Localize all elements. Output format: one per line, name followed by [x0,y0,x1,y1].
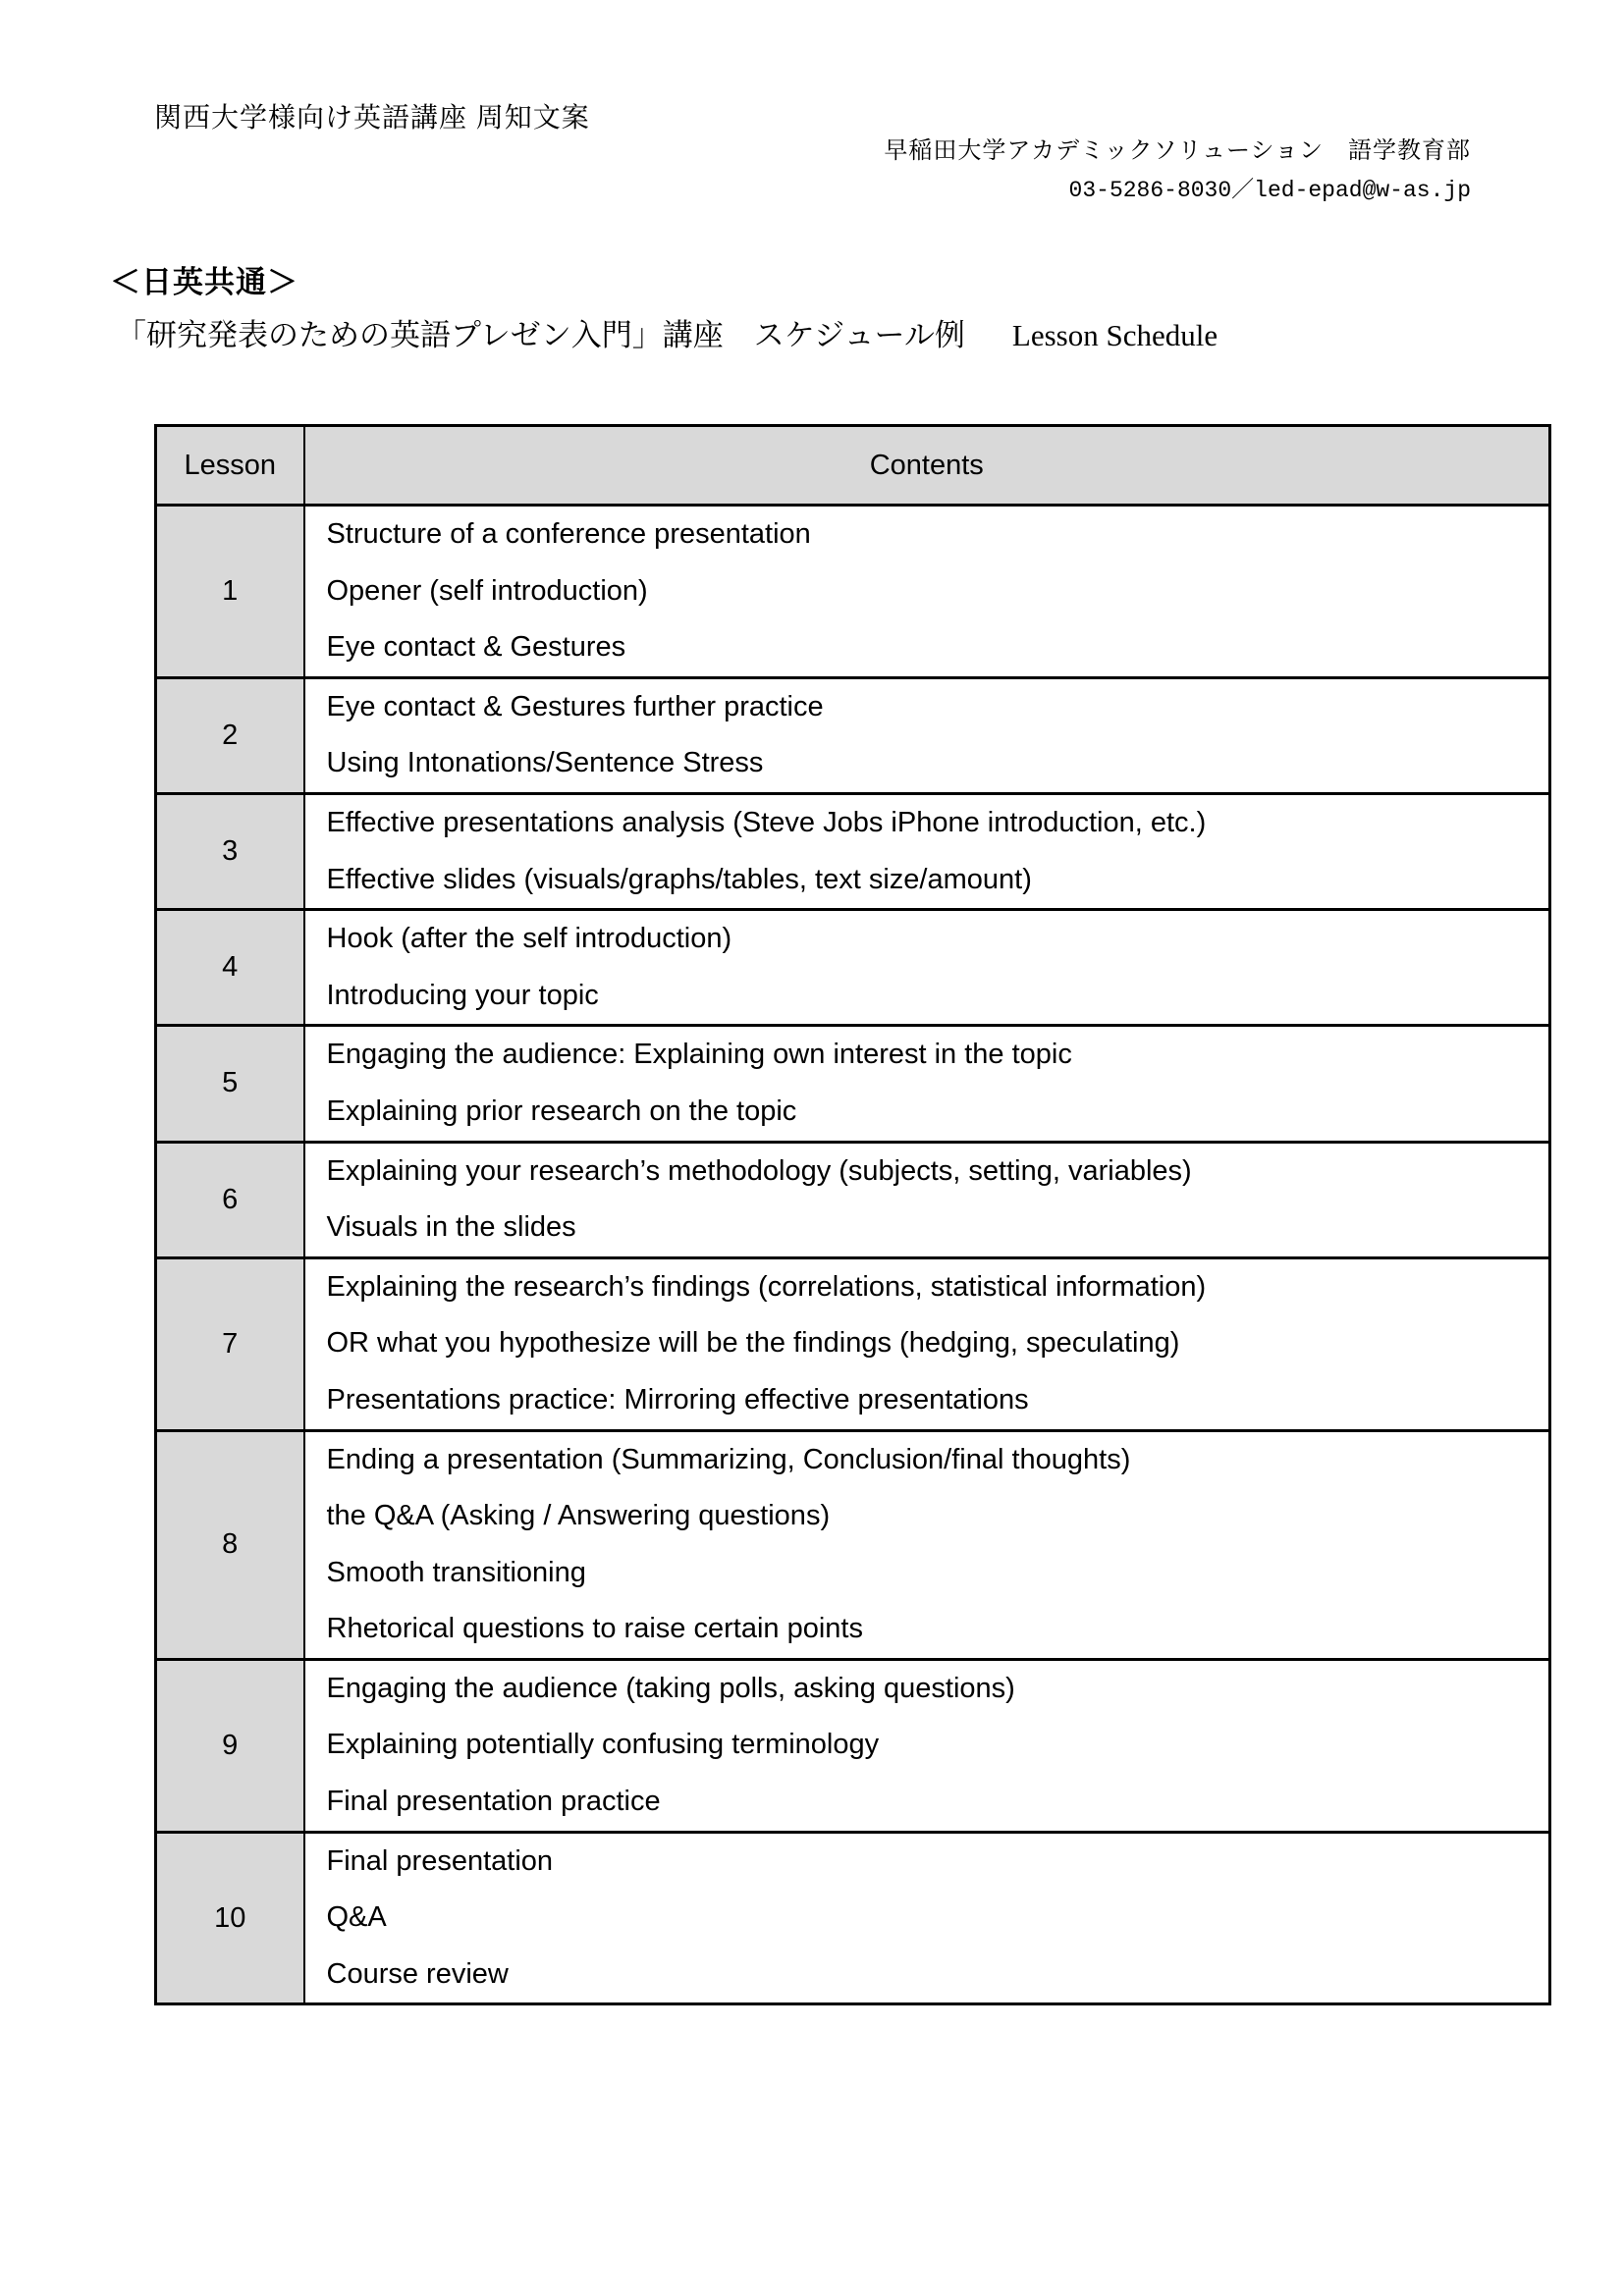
content-line: Explaining the research’s findings (correlations, statistical information) [326,1270,1207,1303]
lesson-number: 4 [156,910,304,1026]
content-line: Explaining potentially confusing terminology [326,1729,880,1761]
course-subtitle-english: Lesson Schedule [1011,318,1218,352]
content-line: Hook (after the self introduction) [326,923,732,955]
content-line: Opener (self introduction) [326,574,648,607]
lesson-number: 7 [156,1257,304,1430]
content-line: Presentations practice: Mirroring effective presentations [326,1383,1029,1415]
content-line: Q&A [326,1901,387,1934]
table-header-row [156,426,1550,506]
lesson-number: 1 [156,506,304,678]
contact-info: 03-5286-8030／led-epad@w-as.jp [1068,178,1471,203]
table-row [156,677,1550,793]
contents-cell [304,1026,1550,1142]
content-line: OR what you hypothesize will be the findings (hedging, speculating) [326,1327,1180,1360]
table-row [156,910,1550,1026]
lesson-number: 2 [156,677,304,793]
content-line: Engaging the audience (taking polls, asking questions) [326,1672,1015,1704]
content-line: Effective presentations analysis (Steve Jobs iPhone introduction, etc.) [326,806,1207,838]
contents-cell [304,910,1550,1026]
table-row [156,1430,1550,1659]
lesson-schedule-table [154,424,1551,2005]
contents-cell [304,793,1550,909]
table-row [156,1026,1550,1142]
content-line: Rhetorical questions to raise certain points [326,1613,863,1645]
table-row [156,1832,1550,2004]
contents-cell [304,1430,1550,1659]
section-label: ＜日英共通＞ [110,265,298,299]
content-line: Final presentation [326,1844,554,1877]
content-line: Effective slides (visuals/graphs/tables, text size/amount) [326,863,1032,895]
lesson-number: 9 [156,1659,304,1832]
organization-name: 早稲田大学アカデミックソリューション 語学教育部 [884,137,1471,164]
lesson-number: 8 [156,1430,304,1659]
content-line: Eye contact & Gestures further practice [326,690,824,722]
content-line: Ending a presentation (Summarizing, Conclusion/final thoughts) [326,1443,1131,1475]
content-line: Structure of a conference presentation [326,518,811,550]
lesson-number: 3 [156,793,304,909]
content-line: Explaining your research’s methodology (subjects, setting, variables) [326,1154,1192,1187]
content-line: Explaining prior research on the topic [326,1095,797,1127]
contents-cell [304,1142,1550,1257]
table-row [156,506,1550,678]
table-row [156,793,1550,909]
contents-cell [304,1257,1550,1430]
lesson-column-header: Lesson [156,426,304,506]
lesson-schedule-table-body [156,506,1550,2004]
content-line: Engaging the audience: Explaining own interest in the topic [326,1039,1072,1071]
content-line: Using Intonations/Sentence Stress [326,747,764,779]
content-line: Introducing your topic [326,979,599,1011]
table-row [156,1257,1550,1430]
table-row [156,1142,1550,1257]
organization-block [884,131,1471,203]
content-line: Visuals in the slides [326,1211,576,1244]
contents-cell [304,506,1550,678]
content-line: Eye contact & Gestures [326,631,626,664]
contents-cell [304,677,1550,793]
course-subtitle-japanese: 「研究発表のための英語プレゼン入門」講座 スケジュール例 [116,318,965,352]
content-line: Course review [326,1957,509,1990]
content-line: Smooth transitioning [326,1556,586,1588]
contents-cell [304,1659,1550,1832]
contents-cell [304,1832,1550,2004]
table-row [156,1659,1550,1832]
contents-column-header: Contents [304,426,1550,506]
content-line: the Q&A (Asking / Answering questions) [326,1500,831,1532]
lesson-number: 5 [156,1026,304,1142]
course-subtitle [116,310,1218,354]
document-title: 関西大学様向け英語講座 周知文案 [154,102,590,133]
lesson-number: 10 [156,1832,304,2004]
lesson-number: 6 [156,1142,304,1257]
content-line: Final presentation practice [326,1786,661,1818]
